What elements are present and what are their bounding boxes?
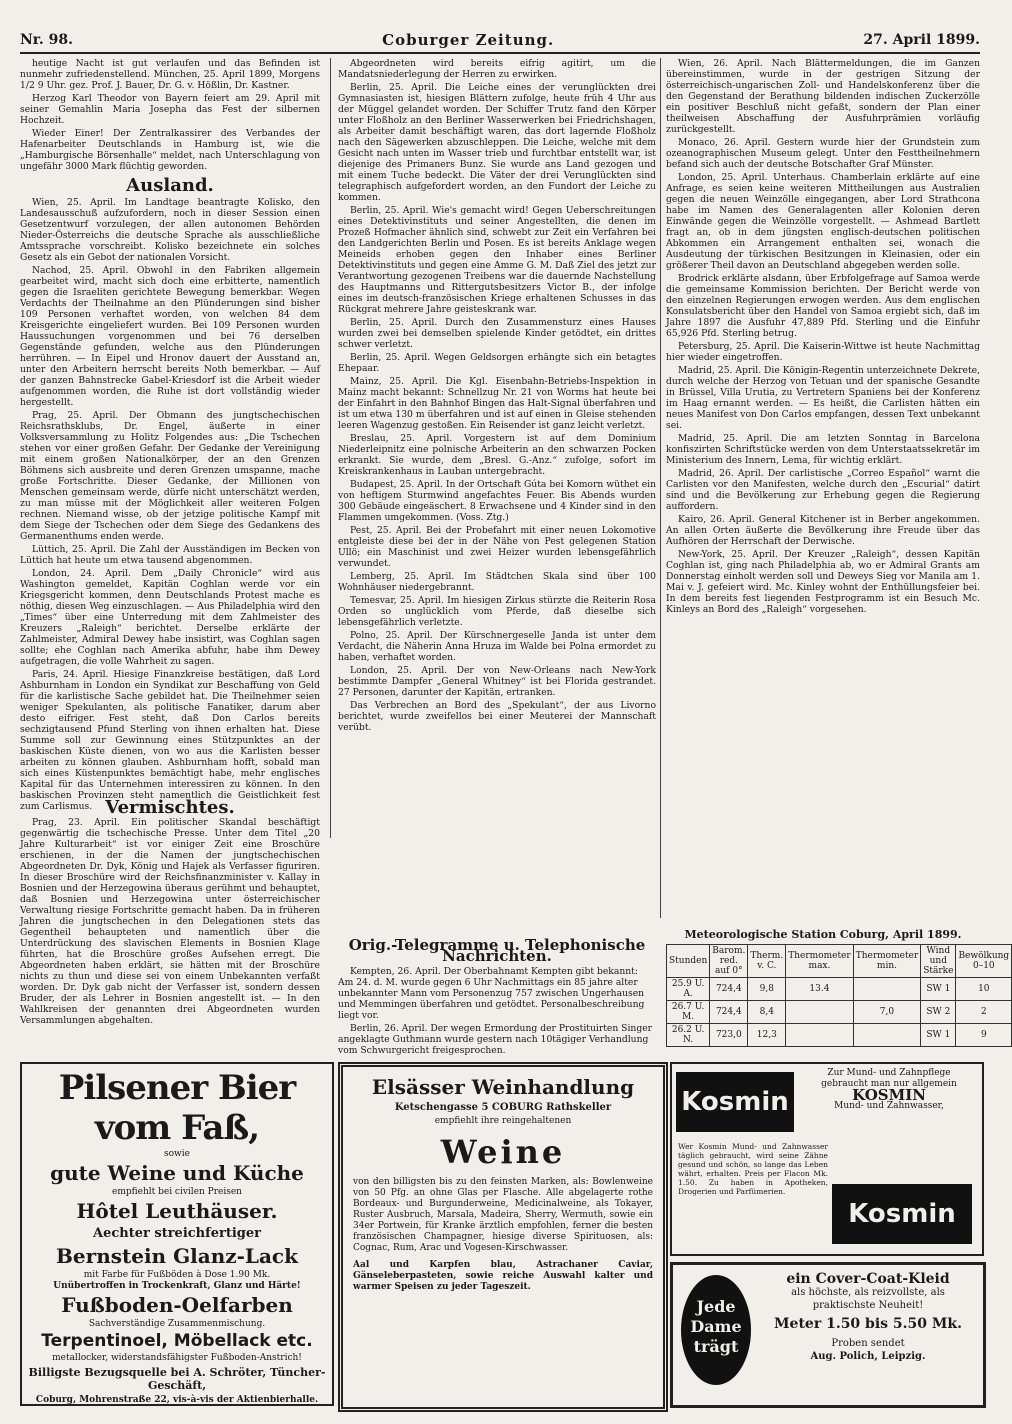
advertisement-kosmin	[670, 1062, 984, 1256]
article: Berlin, 25. April. Wie's gemacht wird! Gegen Ueberschreitungen eines Detektivinstituts und seiner Angestellten, die denen im Prozeß Hofmacher ähnlich sind, schwebt zur Zeit ein Verfahren bei den Landgerichten Berlin und Posen. Es ist bereits Anklage wegen Meineids erhoben gegen den Inhaber eines Berliner Detektivinstituts und gegen eine Amme G. M. Daß Ziel des jetzt zur Verantwortung gezogenen Treibens war die dauernde Nachstellung des Hauptmanns und Rittergutsbesitzers Victor B., der infolge eines im deutsch-französischen Kriege erhaltenen Schusses in das Rückgrat mehrere Jahre geisteskrank war.	[338, 205, 656, 315]
article: Berlin, 25. April. Wegen Geldsorgen erhängte sich ein betagtes Ehepaar.	[338, 352, 656, 374]
table-row	[667, 1001, 1012, 1024]
article: Pest, 25. April. Bei der Probefahrt mit einer neuen Lokomotive entgleiste diese bei der in der Nähe von Pest gelegenen Station Ullö; ein Maschinist und zwei Heizer wurden lebensgefährlich verwundet.	[338, 525, 656, 569]
column-header: Bewölkung 0–10	[956, 945, 1012, 978]
cell: 12,3	[748, 1024, 786, 1047]
section-heading: Vermischtes.	[105, 797, 235, 818]
cell	[853, 1024, 921, 1047]
ad-text: Meter 1.50 bis 5.50 Mk.	[774, 1316, 962, 1332]
ad-text: Bernstein Glanz-Lack	[56, 1244, 298, 1268]
article: Madrid, 25. April. Die Königin-Regentin unterzeichnete Dekrete, durch welche der Herzog von Tetuan und der spanische Gesandte in Brüssel, Villa Urutia, zu Vertretern Spaniens bei der Konferenz im Haag ernannt werden. — Es heißt, die Carlisten hätten ein neues Manifest von Don Carlos empfangen, dessen Text unbekannt sei.	[666, 365, 980, 431]
article: Das Verbrechen an Bord des „Spekulant“, der aus Livorno berichtet, wurde zweifellos bei einer Meuterei der Mannschaft verübt.	[338, 700, 656, 733]
ad-text: Wer Kosmin Mund- und Zahnwasser täglich gebraucht, wird seine Zähne gesund und schön, so lange das Leben währt, erhalten. Preis per Flacon Mk. 1.50. Zu haben in Apotheken, Drogerien und Parfümerien.	[678, 1142, 828, 1196]
cell	[786, 1024, 854, 1047]
ad-text: empfiehlt bei civilen Preisen	[112, 1187, 242, 1197]
cell: SW 2	[921, 1001, 956, 1024]
masthead	[20, 28, 980, 54]
column-1	[20, 58, 320, 838]
issue-date: 27. April 1899.	[863, 32, 980, 48]
article: Kairo, 26. April. General Kitchener ist in Berber angekommen. An allen Orten äußerte die Bevölkerung ihre Freude über das Aufhören der Herrschaft der Derwische.	[666, 514, 980, 547]
column-header: Stunden	[667, 945, 710, 978]
article: Herzog Karl Theodor von Bayern feiert am 29. April mit seiner Gemahlin Maria Josepha das Fest der silbernen Hochzeit.	[20, 93, 320, 126]
ad-text-block	[800, 1068, 978, 1112]
kosmin-logo: Kosmin	[676, 1072, 794, 1132]
cell: 724,4	[710, 978, 748, 1001]
ad-headline: Elsässer Weinhandlung	[371, 1075, 635, 1099]
ad-text: Sachverständige Zusammenmischung.	[88, 1319, 266, 1329]
advertisement-cover-coat	[670, 1262, 986, 1408]
article: London, 25. April. Unterhaus. Chamberlain erklärte auf eine Anfrage, es seien keine weiteren Mittheilungen aus Australien gegen die neuen Weinzölle eingegangen, aber Lord Strathcona habe im Namen des Generalagenten aller Kolonien deren Einwände gegen die Weinzölle vorgestellt. — Ashmead Bartlett fragt an, ob in dem jüngsten englisch-deutschen politischen Abkommen ein Arrangement enthalten sei, wonach die Ausdeutung der türkischen Besitzungen in Kleinasien, oder ein größerer Theil davon an Deutschland abgegeben werden solle.	[666, 172, 980, 271]
ad-text: gute Weine und Küche	[50, 1161, 304, 1185]
ad-text: Coburg, Mohrenstraße 22, vis-à-vis der Aktienbierhalle.	[35, 1395, 319, 1405]
article: Nachod, 25. April. Obwohl in den Fabriken allgemein gearbeitet wird, macht sich doch eine erbitterte, namentlich gegen die Israeliten gerichtete Bewegung bemerkbar. Wegen Verdachts der Theilnahme an den Plünderungen sind bisher 109 Personen verhaftet worden, von welchen 84 dem Kreisgerichte eingeliefert wurden. Bei 109 Personen wurden Haussuchungen vorgenommen und bei 76 derselben Gegenstände gefunden, welche aus den Plünderungen herrühren. — In Eipel und Hronov dauert der Ausstand an, unter den Arbeitern herrscht bereits Noth bemerkbar. — Auf der ganzen Bahnstrecke Gabel-Kriesdorf ist die Arbeit wieder aufgenommen worden, die Ruhe ist dort vollständig wieder hergestellt.	[20, 265, 320, 408]
cell: 2	[956, 1001, 1012, 1024]
article: London, 24. April. Dem „Daily Chronicle“ wird aus Washington gemeldet, Kapitän Coghlan werde vor ein Kriegsgericht kommen, denn Deutschlands Protest mache es nöthig, diesen Weg einzuschlagen. — Aus Philadelphia wird den „Times“ über eine Unterredung mit dem Zahlmeister des Kreuzers „Raleigh“ berichtet. Derselbe erklärte der Zahlmeister, Admiral Dewey habe insistirt, was Coghlan sagen sollte; ehe Coghlan nach Amerika abfuhr, habe ihm Dewey aufgetragen, die volle Wahrheit zu sagen.	[20, 568, 320, 667]
article: New-York, 25. April. Der Kreuzer „Raleigh“, dessen Kapitän Coghlan ist, ging nach Philadelphia ab, wo er Admiral Grants am Donnerstag einholt werden soll und Deweys Sieg vor Manila am 1. Mai v. J. gefeiert wird. Mc. Kinley wohnt der Enthüllungsfeier bei. In dem bereits fest liegenden Festprogramm ist ein Besuch Mc. Kinleys an Bord des „Raleigh“ vorgesehen.	[666, 549, 980, 615]
column-header: Wind und Stärke	[921, 945, 956, 978]
article: Wieder Einer! Der Zentralkassirer des Verbandes der Hafenarbeiter Deutschlands in Hamburg ist, wie die „Hamburgische Börsenhalle“ meldet, nach Unterschlagung von ungefähr 3000 Mark flüchtig geworden.	[20, 128, 320, 172]
ad-text: Terpentinoel, Möbellack etc.	[41, 1331, 313, 1351]
section-heading: Orig.-Telegramme u. Telephonische Nachrichten.	[348, 936, 646, 965]
cell: 26.7 U. M.	[667, 1001, 710, 1024]
cell: SW 1	[921, 978, 956, 1001]
column-2	[338, 58, 656, 738]
article: Monaco, 26. April. Gestern wurde hier der Grundstein zum ozeanographischen Museum gelegt. Unter den Festtheilnehmern befand sich auch der deutsche Botschafter Graf Münster.	[666, 137, 980, 170]
weather-title: Meteorologische Station Coburg, April 1899.	[684, 928, 962, 941]
ad-text: empfiehlt ihre reingehaltenen	[434, 1116, 572, 1126]
ad-text: von den billigsten bis zu den feinsten Marken, als: Bowlenweine von 50 Pfg. an ohne Glas per Flasche. Alle abgelagerte rothe Bordeaux- und Burgunderweine, Medicinalweine, als Tokayer, Ruster Ausbruch, Marsala, Madeira, Sherry, Wermuth, sowie ein 34er Portwein, für Kranke ärztlich empfohlen, ferner die besten französischen Champagner, hiesige diverse Spirituosen, als: Cognac, Rum, Arac und Vogesen-Kirschwasser.	[353, 1177, 653, 1253]
cell: 26.2 U. N.	[667, 1024, 710, 1047]
ad-text: Zur Mund- und Zahnpflege	[827, 1068, 951, 1078]
article: Prag, 25. April. Der Obmann des jungtschechischen Reichsrathsklubs, Dr. Engel, äußerte in einer Volksversammlung zu Holitz Folgendes aus: „Die Tschechen stehen vor einer großen Gefahr. Der Gedanke der Vereinigung mit einem großen Nationalkörper, der an den Grenzen Böhmens sich ausbreite und deren Grenzen umspanne, mache große Fortschritte. Dieser Gedanke, der Millionen von Menschen gemeinsam werde, dürfe nicht unterschätzt werden, zu man müsse mit der Möglichkeit aller weiteren Folgen rechnen. Niemand wisse, ob der jetzige politische Kampf mit dem Siege der Tschechen oder dem Siege des Gedankens des Germanenthums enden werde.	[20, 410, 320, 542]
section-heading: Ausland.	[126, 175, 214, 196]
weather-data	[666, 944, 1012, 1047]
weather-table	[666, 928, 1010, 1047]
ad-text: Aug. Polich, Leipzig.	[810, 1351, 926, 1362]
article: Temesvar, 25. April. Im hiesigen Zirkus stürzte die Reiterin Rosa Orden so unglücklich vom Pferde, daß dieselbe sich lebensgefährlich verletzte.	[338, 595, 656, 628]
cell: 7,0	[853, 1001, 921, 1024]
article: Abgeordneten wird bereits eifrig agitirt, um die Mandatsniederlegung der Herren zu erwirken.	[338, 58, 656, 80]
ad-text: Mund- und Zahnwasser,	[834, 1101, 944, 1111]
article: Paris, 24. April. Hiesige Finanzkreise bestätigen, daß Lord Ashburnham in London ein Syndikat zur Beschaffung von Geld für die karlistische Sache gebildet hat. Die Theilnehmer seien weniger Spekulanten, als politische Fanatiker, darum aber desto eifriger. Fest steht, daß Don Carlos bereits sechzigtausend Pfund Sterling von ihnen erhalten hat. Diese Summe soll zur Gewinnung eines Stützpunktes an der baskischen Küste dienen, von wo aus die Karlisten besser arbeiten zu können glauben. Ashburnham hofft, sobald man sich eines Küstenpunktes bemächtigt habe, mehr englisches Kapital für das Unternehmen interessiren zu können. In den baskischen Provinzen steht namentlich die Geistlichkeit fest zum Carlismus.	[20, 669, 320, 812]
column-header: Thermometer max.	[786, 945, 854, 978]
article: Berlin, 26. April. Der wegen Ermordung der Prostituirten Singer angeklagte Guthmann wurde gestern nach 10tägiger Verhandlung vom Schwurgericht freigesprochen.	[338, 1023, 653, 1056]
article: Kempten, 26. April. Der Oberbahnamt Kempten gibt bekannt: Am 24. d. M. wurde gegen 6 Uhr Nachmittags ein 85 jahre alter unbekannter Mann vom Personenzug 757 zwischen Ungerhausen und Memmingen überfahren und getödtet. Personalbeschreibung liegt vor.	[338, 966, 645, 1021]
article: Lemberg, 25. April. Im Städtchen Skala sind über 100 Wohnhäuser niedergebrannt.	[338, 571, 656, 593]
cell	[786, 1001, 854, 1024]
column-header: Therm. v. C.	[748, 945, 786, 978]
ad-text: Aechter streichfertiger	[93, 1226, 261, 1241]
cell: 724,4	[710, 1001, 748, 1024]
article: Petersburg, 25. April. Die Kaiserin-Wittwe ist heute Nachmittag hier wieder eingetroffen.	[666, 341, 980, 363]
column-rule	[660, 58, 661, 918]
ad-text: Fußboden-Oelfarben	[61, 1293, 293, 1317]
column-header: Barom. red. auf 0°	[710, 945, 748, 978]
telegrams-section	[338, 936, 656, 1060]
paper-title: Coburger Zeitung.	[382, 31, 555, 49]
ad-text: Aal und Karpfen blau, Astrachaner Caviar, Gänseleberpasteten, sowie reiche Auswahl kalter und warmer Speisen zu jeder Tageszeit.	[353, 1260, 653, 1292]
ad-headline: Pilsener Bier vom Faß,	[58, 1068, 296, 1148]
cell: 13.4	[786, 978, 854, 1001]
advertisement-beer-lacquer	[20, 1062, 334, 1406]
ad-text: Weine	[440, 1133, 566, 1171]
article: Wien, 26. April. Nach Blättermeldungen, die im Ganzen übereinstimmen, wurde in der gestrigen Sitzung der österreichisch-ungarischen Zoll- und Handelskonferenz über die den Gegenstand der Berathung bildenden indischen Zuckerzölle ein positiver Beschluß nicht gefaßt, sondern der Plan einer theilweisen Abschaffung der Ausfuhrprämien vorläufig zurückgestellt.	[666, 58, 980, 135]
article: Berlin, 25. April. Die Leiche eines der verunglückten drei Gymnasiasten ist, hiesigen Blättern zufolge, heute früh 4 Uhr aus der Müggel gelandet worden. Der Schiffer Trutz fand den Körper unter Floßholz an den Berliner Wasserwerken bei Friedrichshagen, als Arbeiter damit beschäftigt waren, das dort lagernde Floßholz nach den Sägewerken abzuschleppen. Die Leiche, welche mit dem Gesicht nach unten im Wasser trieb und furchtbar entstellt war, ist diejenige des Primaners Bunz. Sie wurde ans Land gezogen und mit einem Tuche bedeckt. Die Väter der drei Verunglückten sind telegraphisch aufgefordert worden, an den Fundort der Leiche zu kommen.	[338, 82, 656, 203]
ad-text: Billigste Bezugsquelle bei A. Schröter, Tüncher-Geschäft,	[28, 1366, 326, 1392]
article: Lüttich, 25. April. Die Zahl der Ausständigen im Becken von Lüttich hat heute um etwa tausend abgenommen.	[20, 544, 320, 566]
article: Prag, 23. April. Ein politischer Skandal beschäftigt gegenwärtig die tschechische Presse. Unter dem Titel „20 Jahre Kulturarbeit“ ist vor einiger Zeit eine Broschüre erschienen, in der die Namen der jungtschechischen Abgeordneten Dr. Dyk, König und Hajek als Verfasser figuriren. In dieser Broschüre wird der Reichsfinanzminister v. Kallay in Bosnien und der Herzegowina überaus gerühmt und behauptet, daß Bosnien und Herzegowina unter österreichischer Verwaltung riesige Fortschritte gemacht haben. Da in früheren Jahren die jungtschechen in den Delegationen stets das Gegentheil behaupteten und namentlich über die Unterdrückung des slavischen Elements in Bosnien Klage führten, hat die Broschüre großes Aufsehen erregt. Die Abgeordneten haben erklärt, sie hätten mit der Broschüre nichts zu thun und diese sei von einem Unbekannten verfaßt worden. Dr. Dyk gab nicht der Verfasser ist, sondern dessen Bruder, der als Lehrer in Bosnien angestellt ist. — In den Wahlkreisen der genannten drei Abgeordneten wurden Versammlungen abgehalten.	[20, 817, 320, 1026]
ad-text: Hôtel Leuthäuser.	[76, 1199, 278, 1223]
article: London, 25. April. Der von New-Orleans nach New-York bestimmte Dampfer „General Whitney“ ist bei Florida gestrandet. 27 Personen, darunter der Kapitän, ertranken.	[338, 665, 656, 698]
cell	[853, 978, 921, 1001]
cell: 9	[956, 1024, 1012, 1047]
cell: SW 1	[921, 1024, 956, 1047]
ad-text: als höchste, als reizvollste, als praktischste Neuheit!	[791, 1287, 945, 1311]
column-header: Thermometer min.	[853, 945, 921, 978]
section-vermischtes	[20, 797, 320, 1050]
ad-text: gebraucht man nur allgemein	[821, 1079, 957, 1089]
table-row	[667, 978, 1012, 1001]
cell: 9,8	[748, 978, 786, 1001]
article: Wien, 25. April. Im Landtage beantragte Kolisko, den Landesausschuß aufzufordern, noch in dieser Session einen Gesetzentwurf vorzulegen, der allen autonomen Behörden Nieder-Österreichs die deutsche Sprache als ausschließliche Amtssprache vorschreibt. Kolisko bezeichnete ein solches Gesetz als ein Gebot der nationalen Vorsicht.	[20, 197, 320, 263]
ad-text: Ketschengasse 5 COBURG Rathskeller	[394, 1102, 612, 1113]
ad-text: mit Farbe für Fußböden à Dose 1.90 Mk.	[83, 1270, 271, 1280]
ad-text: metallocker, widerstandsfähigster Fußboden-Anstrich!	[52, 1353, 302, 1363]
article: Brodrick erklärte alsdann, über Erbfolgefrage auf Samoa werde die gemeinsame Kommission berichten. Der Bericht werde von den einzelnen Regierungen erwogen werden. Aus dem englischen Konsulatsbericht über den Handel von Samoa ergiebt sich, daß im Jahre 1897 die Ausfuhr 47,889 Pfd. Sterling und die Einfuhr 65,926 Pfd. Sterling betrug.	[666, 273, 980, 339]
cell: 25.9 U. A.	[667, 978, 710, 1001]
article: heutige Nacht ist gut verlaufen und das Befinden ist nunmehr zufriedenstellend. München, 25. April 1899, Morgens 1/2 9 Uhr. gez. Prof. J. Bauer, Dr. G. v. Hößlin, Dr. Kastner.	[20, 58, 320, 91]
ad-badge: Jede Dame trägt	[681, 1275, 751, 1385]
cell: 10	[956, 978, 1012, 1001]
column-3	[666, 58, 980, 918]
ad-text: KOSMIN	[852, 1086, 926, 1104]
kosmin-logo: Kosmin	[832, 1184, 972, 1244]
column-rule	[330, 58, 331, 838]
advertisement-wine	[338, 1062, 668, 1412]
ad-text: Proben sendet	[831, 1338, 905, 1349]
table-row	[667, 1024, 1012, 1047]
article: Mainz, 25. April. Die Kgl. Eisenbahn-Betriebs-Inspektion in Mainz macht bekannt: Schnellzug Nr. 21 von Worms hat heute bei der Einfahrt in den Bahnhof Bingen das Halt-Signal überfahren und ist um etwa 130 m überfahren und ist auf einen in Gleise stehenden leeren Wagenzug gestoßen. Ein Reisender ist ganz leicht verletzt.	[338, 376, 656, 431]
article: Budapest, 25. April. In der Ortschaft Gúta bei Komorn wüthet ein von heftigem Sturmwind angefachtes Feuer. Bis Abends wurden 300 Gebäude eingeäschert. 8 Erwachsene und 4 Kinder sind in den Flammen umgekommen. (Voss. Ztg.)	[338, 479, 656, 523]
ad-text: Unübertroffen in Trockenkraft, Glanz und Härte!	[53, 1281, 301, 1291]
ad-text: sowie	[164, 1149, 190, 1159]
ad-text-block	[763, 1273, 973, 1363]
issue-number: Nr. 98.	[20, 32, 73, 48]
table-header-row	[667, 945, 1012, 978]
article: Breslau, 25. April. Vorgestern ist auf dem Dominium Niederleipnitz eine polnische Arbeiterin an den schwarzen Pocken erkrankt. Sie wurde, dem „Bresl. G.-Anz.“ zufolge, sofort im Kreiskrankenhaus in Lauban untergebracht.	[338, 433, 656, 477]
cell: 8,4	[748, 1001, 786, 1024]
article: Polno, 25. April. Der Kürschnergeselle Janda ist unter dem Verdacht, die Näherin Anna Hruza im Walde bei Polna ermordet zu haben, verhaftet worden.	[338, 630, 656, 663]
cell: 723,0	[710, 1024, 748, 1047]
article: Berlin, 25. April. Durch den Zusammensturz eines Hauses wurden zwei bei demselben spielende Kinder getödtet, ein drittes schwer verletzt.	[338, 317, 656, 350]
ad-text: ein Cover-Coat-Kleid	[786, 1271, 950, 1287]
article: Madrid, 25. April. Die am letzten Sonntag in Barcelona konfiszirten Schriftstücke werden von dem Unterstaatssekretär im Ministerium des Innern, Lema, für wichtig erklärt.	[666, 433, 980, 466]
article: Madrid, 26. April. Der carlistische „Correo Español“ warnt die Carlisten vor den Manifesten, welche durch den „Escurial“ datirt sind und die Bevölkerung zur Erhebung gegen die Regierung auffordern.	[666, 468, 980, 512]
